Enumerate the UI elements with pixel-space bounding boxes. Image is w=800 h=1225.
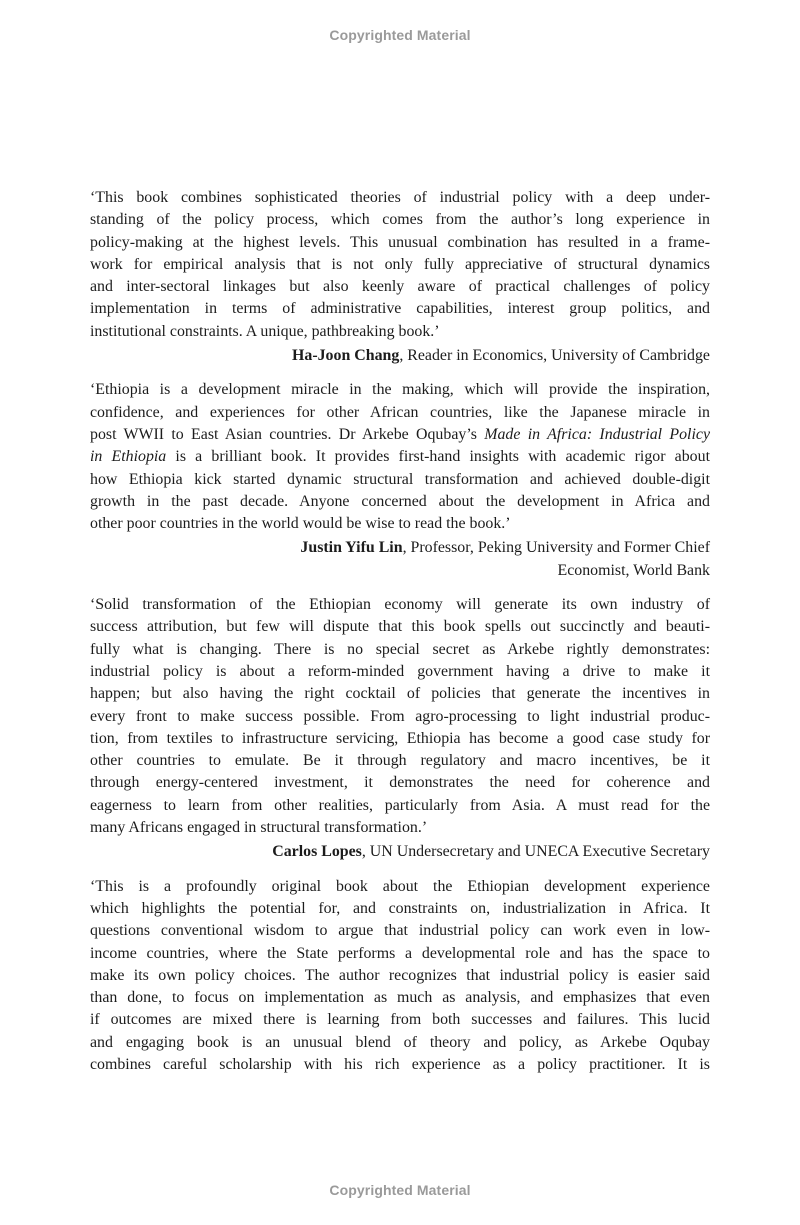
- endorsement-attribution-lopes: [90, 841, 710, 863]
- book-title-italic: in Ethiopia: [90, 448, 167, 466]
- copyright-watermark-top: Copyrighted Material: [329, 27, 471, 43]
- endorsement-quote-4: [90, 876, 710, 1077]
- quote-line: tion, from textiles to infrastructure servicing, Ethiopia has become a good case study for: [90, 729, 710, 747]
- copyright-watermark-bottom: Copyrighted Material: [329, 1182, 471, 1198]
- quote-line: implementation in terms of administrative capabilities, interest group politics, and: [90, 300, 710, 318]
- quote-line: income countries, where the State performs a developmental role and has the space to: [90, 944, 710, 962]
- quote-line: growth in the past decade. Anyone concerned about the development in Africa and: [90, 492, 710, 510]
- quote-line: through energy-centered investment, it demonstrates the need for coherence and: [90, 774, 710, 792]
- quote-line: ‘Ethiopia is a development miracle in the making, which will provide the inspiration,: [90, 381, 710, 399]
- quote-line: every front to make success possible. From agro-processing to light industrial produc-: [90, 707, 710, 725]
- quote-line: confidence, and experiences for other African countries, like the Japanese miracle in: [90, 403, 710, 421]
- endorsement-attribution-chang: [90, 345, 710, 367]
- quote-line: other poor countries in the world would be wise to read the book.’: [90, 515, 511, 533]
- author-title: Economist, World Bank: [557, 561, 710, 579]
- author-name: Ha-Joon Chang: [292, 347, 400, 365]
- quote-line: work for empirical analysis that is not only fully appreciative of structural dynamics: [90, 255, 710, 273]
- quote-line: if outcomes are mixed there is learning from both successes and failures. This lucid: [90, 1011, 710, 1029]
- quote-line: other countries to emulate. Be it through regulatory and macro incentives, be it: [90, 752, 710, 770]
- endorsement-attribution-lin: [90, 537, 710, 582]
- quote-line: post WWII to East Asian countries. Dr Arkebe Oqubay’s Made in Africa: Industrial Policy: [90, 425, 710, 443]
- author-title: , Reader in Economics, University of Cambridge: [399, 347, 710, 365]
- quote-line: policy-making at the highest levels. This unusual combination has resulted in a frame-: [90, 233, 710, 251]
- quote-line: ‘Solid transformation of the Ethiopian economy will generate its own industry of: [90, 596, 710, 614]
- endorsement-quote-lopes: [90, 594, 710, 839]
- author-name: Justin Yifu Lin: [300, 539, 403, 557]
- endorsement-quote-lin: [90, 379, 710, 535]
- quote-line: and inter-sectoral linkages but also keenly aware of practical challenges of policy: [90, 278, 710, 296]
- author-title: , UN Undersecretary and UNECA Executive Secretary: [361, 843, 710, 861]
- quote-line: many Africans engaged in structural transformation.’: [90, 819, 428, 837]
- quote-line: questions conventional wisdom to argue that industrial policy can work even in low-: [90, 922, 710, 940]
- quote-line: fully what is changing. There is no special secret as Arkebe rightly demonstrates:: [90, 640, 710, 658]
- endorsements-page: [90, 187, 710, 1076]
- quote-line: institutional constraints. A unique, pathbreaking book.’: [90, 322, 440, 340]
- quote-line: which highlights the potential for, and constraints on, industrialization in Africa. It: [90, 899, 710, 917]
- quote-line: eagerness to learn from other realities, particularly from Asia. A must read for the: [90, 796, 710, 814]
- quote-line: ‘This book combines sophisticated theories of industrial policy with a deep under-: [90, 189, 710, 206]
- author-name: Carlos Lopes: [272, 843, 362, 861]
- quote-line: standing of the policy process, which comes from the author’s long experience in: [90, 211, 710, 229]
- quote-line: and engaging book is an unusual blend of theory and policy, as Arkebe Oqubay: [90, 1033, 710, 1051]
- quote-line: happen; but also having the right cocktail of policies that generate the incentives in: [90, 685, 710, 703]
- book-title-italic: Made in Africa: Industrial Policy: [484, 425, 710, 443]
- quote-line: than done, to focus on implementation as much as analysis, and emphasizes that even: [90, 989, 710, 1007]
- quote-line: how Ethiopia kick started dynamic structural transformation and achieved double-digit: [90, 470, 710, 488]
- quote-line: industrial policy is about a reform-minded government having a drive to make it: [90, 662, 710, 680]
- quote-line: success attribution, but few will dispute that this book spells out succinctly and beauti-: [90, 618, 710, 636]
- quote-line: ‘This is a profoundly original book about the Ethiopian development experience: [90, 877, 710, 895]
- quote-line: combines careful scholarship with his rich experience as a policy practitioner. It is: [90, 1055, 710, 1073]
- endorsement-quote-chang: [90, 187, 710, 343]
- quote-line: make its own policy choices. The author recognizes that industrial policy is easier said: [90, 966, 710, 984]
- quote-line: in Ethiopia is a brilliant book. It provides first-hand insights with academic rigor about: [90, 448, 710, 466]
- author-title: , Professor, Peking University and Former Chief: [402, 539, 710, 557]
